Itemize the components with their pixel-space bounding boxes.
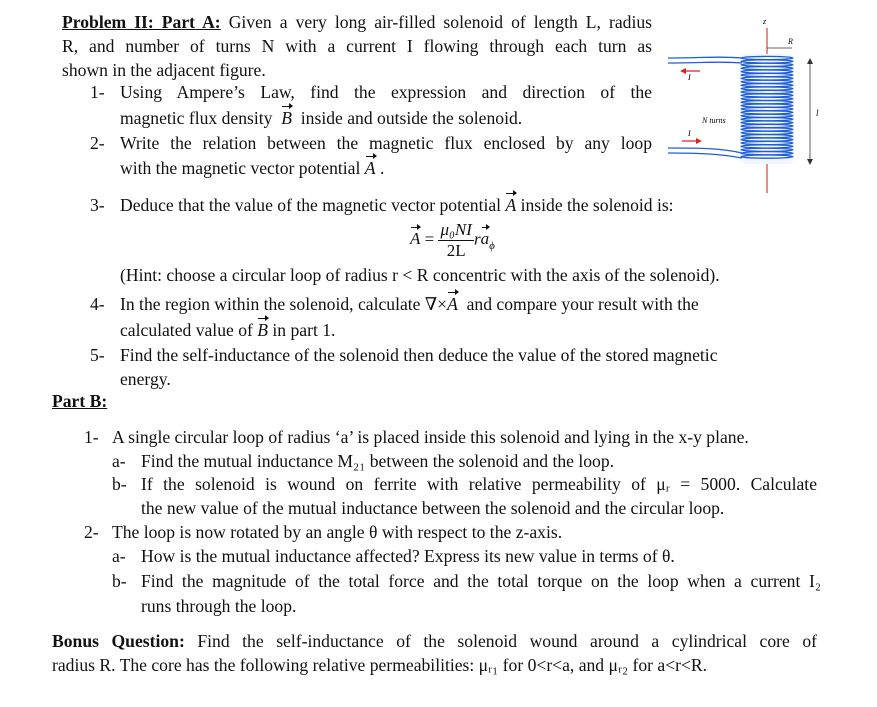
a-q5-line-1: Find the self-inductance of the solenoid then deduce the value of the stored magnetic <box>120 345 718 365</box>
a-q3-line-1: Deduce that the value of the magnetic vector potential A inside the solenoid is: <box>120 195 674 215</box>
vector-a: A <box>505 195 517 215</box>
r-label: R <box>788 37 793 46</box>
a-q4-number: 4- <box>90 294 105 314</box>
part-a-intro-line-1: Problem II: Part A: Given a very long air-filled solenoid of length L, radius <box>62 12 652 32</box>
b-q1a-number: a- <box>112 451 126 471</box>
vector-potential-formula: A = $\frac{\text{μ₀NI}}{2L}$ $ra_\phi$ <box>410 220 495 260</box>
b-q2b-line-2: runs through the loop. <box>141 596 297 616</box>
b-q2-number: 2- <box>84 522 99 542</box>
vector-a: A <box>364 158 376 178</box>
solenoid-svg <box>660 8 870 193</box>
z-label: z <box>763 17 767 26</box>
a-q4-line-1: In the region within the solenoid, calculate ∇×A and compare your result with the <box>120 294 699 314</box>
a-q2-line-2: with the magnetic vector potential A . <box>120 158 385 178</box>
n-turns-label: N turns <box>702 116 726 125</box>
solenoid-figure <box>660 8 870 193</box>
b-q1b-number: b- <box>112 474 127 494</box>
b-q2b-line-1: Find the magnitude of the total force and the total torque on the loop when a current I₂ <box>141 571 821 591</box>
bonus-heading: Bonus Question: <box>52 631 185 651</box>
bonus-line-1: Bonus Question: Find the self-inductance of the solenoid wound around a cylindrical core of <box>52 631 817 651</box>
bottom-lead-wire <box>668 148 742 153</box>
a-q3-hint: (Hint: choose a circular loop of radius r < R concentric with the axis of the solenoid). <box>120 265 720 285</box>
vector-b: B <box>281 108 292 128</box>
b-q1-text: A single circular loop of radius ‘a’ is placed inside this solenoid and lying in the x-y plane. <box>112 427 749 447</box>
b-q2b-number: b- <box>112 571 127 591</box>
b-q2a-text: How is the mutual inductance affected? Express its new value in terms of θ. <box>141 546 675 566</box>
a-q3-number: 3- <box>90 195 105 215</box>
part-a-heading: Problem II: Part A: <box>62 12 221 32</box>
l-label: l <box>816 108 819 118</box>
bonus-line-2: radius R. The core has the following relative permeabilities: μᵣ₁ for 0<r<a, and μᵣ₂ for a<r<R. <box>52 655 708 675</box>
b-q2a-number: a- <box>112 546 126 566</box>
part-b-heading: Part B: <box>52 391 108 411</box>
a-q1-number: 1- <box>90 82 105 102</box>
a-q4-line-2: calculated value of B in part 1. <box>120 320 336 340</box>
part-a-intro-line-3: shown in the adjacent figure. <box>62 60 266 80</box>
a-q5-number: 5- <box>90 345 105 365</box>
b-q1a-text: Find the mutual inductance M₂₁ between the solenoid and the loop. <box>141 451 615 471</box>
a-q2-line-1: Write the relation between the magnetic flux enclosed by any loop <box>120 133 652 153</box>
top-lead-wire <box>668 57 742 58</box>
current-label-top: I <box>688 73 691 82</box>
solenoid-coil <box>740 54 794 164</box>
b-q1-number: 1- <box>84 427 99 447</box>
a-q1-line-2: magnetic flux density B inside and outside the solenoid. <box>120 108 523 128</box>
b-q2-text: The loop is now rotated by an angle θ with respect to the z-axis. <box>112 522 563 542</box>
a-q1-line-1: Using Ampere’s Law, find the expression and direction of the <box>120 82 652 102</box>
formula-fraction: $\frac{\text{μ₀NI}}{2L}$ <box>440 220 472 260</box>
b-q1b-line-1: If the solenoid is wound on ferrite with relative permeability of μᵣ = 5000. Calculate <box>141 474 817 494</box>
b-q1b-line-2: the new value of the mutual inductance between the solenoid and the circular loop. <box>141 498 725 518</box>
a-q5-line-2: energy. <box>120 369 171 389</box>
a-q2-number: 2- <box>90 133 105 153</box>
current-label-bottom: I <box>688 129 691 138</box>
part-a-intro-line-2: R, and number of turns N with a current I flowing through each turn as <box>62 36 652 56</box>
